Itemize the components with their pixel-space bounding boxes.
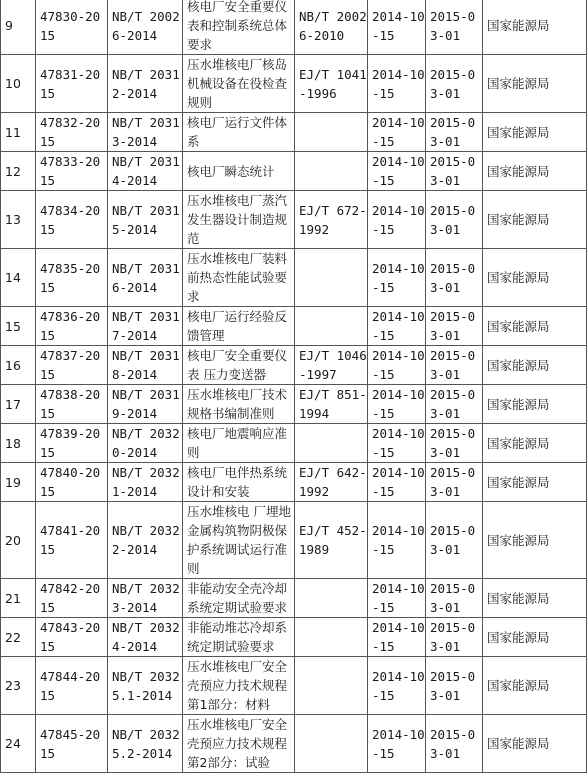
acceptance-number: 47842-2015: [36, 579, 108, 618]
acceptance-number: 47836-2015: [36, 307, 108, 346]
table-row: [1, 463, 587, 502]
issue-date: 2014-10-15: [368, 657, 426, 715]
issuing-authority: 国家能源局: [483, 657, 587, 715]
effective-date: 2015-03-01: [426, 113, 483, 152]
effective-date: 2015-03-01: [426, 502, 483, 579]
standard-number: NB/T 20316-2014: [108, 249, 183, 307]
table-row: [1, 346, 587, 385]
standard-name: 核电厂安全重要仪表 压力变送器: [183, 346, 295, 385]
replaced-standard: [295, 715, 368, 773]
standard-number: NB/T 20026-2014: [108, 0, 183, 55]
replaced-standard: EJ/T 1046-1997: [295, 346, 368, 385]
row-number: 12: [1, 152, 36, 191]
row-number: 20: [1, 502, 36, 579]
row-number: 23: [1, 657, 36, 715]
row-number: 17: [1, 385, 36, 424]
row-number: 16: [1, 346, 36, 385]
effective-date: 2015-03-01: [426, 0, 483, 55]
issuing-authority: 国家能源局: [483, 618, 587, 657]
table-row: [1, 152, 587, 191]
acceptance-number: 47833-2015: [36, 152, 108, 191]
effective-date: 2015-03-01: [426, 463, 483, 502]
table-body: [1, 0, 587, 773]
issue-date: 2014-10-15: [368, 55, 426, 113]
issue-date: 2014-10-15: [368, 346, 426, 385]
effective-date: 2015-03-01: [426, 657, 483, 715]
issuing-authority: 国家能源局: [483, 0, 587, 55]
replaced-standard: [295, 579, 368, 618]
issuing-authority: 国家能源局: [483, 346, 587, 385]
issuing-authority: 国家能源局: [483, 307, 587, 346]
issuing-authority: 国家能源局: [483, 463, 587, 502]
table-row: [1, 579, 587, 618]
acceptance-number: 47845-2015: [36, 715, 108, 773]
standard-number: NB/T 20318-2014: [108, 346, 183, 385]
issue-date: 2014-10-15: [368, 385, 426, 424]
table-row: [1, 55, 587, 113]
standard-name: 非能动安全壳冷却系统定期试验要求: [183, 579, 295, 618]
standard-name: 压水堆核电厂核岛机械设备在役检查规则: [183, 55, 295, 113]
acceptance-number: 47834-2015: [36, 191, 108, 249]
effective-date: 2015-03-01: [426, 307, 483, 346]
standard-number: NB/T 20322-2014: [108, 502, 183, 579]
row-number: 22: [1, 618, 36, 657]
standard-name: 核电厂安全重要仪表和控制系统总体要求: [183, 0, 295, 55]
table-row: [1, 113, 587, 152]
issuing-authority: 国家能源局: [483, 502, 587, 579]
standard-number: NB/T 20317-2014: [108, 307, 183, 346]
issuing-authority: 国家能源局: [483, 579, 587, 618]
issue-date: 2014-10-15: [368, 307, 426, 346]
acceptance-number: 47838-2015: [36, 385, 108, 424]
table-row: [1, 618, 587, 657]
replaced-standard: EJ/T 452-1989: [295, 502, 368, 579]
acceptance-number: 47843-2015: [36, 618, 108, 657]
row-number: 10: [1, 55, 36, 113]
issuing-authority: 国家能源局: [483, 385, 587, 424]
issuing-authority: 国家能源局: [483, 55, 587, 113]
standard-name: 压水堆核电厂蒸汽发生器设计制造规范: [183, 191, 295, 249]
standard-number: NB/T 20320-2014: [108, 424, 183, 463]
standard-name: 压水堆核电厂安全壳预应力技术规程第2部分：试验: [183, 715, 295, 773]
standard-name: 压水堆核电 厂埋地金属构筑物阴极保护系统调试运行准则: [183, 502, 295, 579]
table-row: [1, 502, 587, 579]
table-row: [1, 191, 587, 249]
acceptance-number: 47844-2015: [36, 657, 108, 715]
standard-number: NB/T 20325.1-2014: [108, 657, 183, 715]
issue-date: 2014-10-15: [368, 0, 426, 55]
table-row: [1, 385, 587, 424]
effective-date: 2015-03-01: [426, 424, 483, 463]
replaced-standard: NB/T 20026-2010: [295, 0, 368, 55]
standard-number: NB/T 20321-2014: [108, 463, 183, 502]
issue-date: 2014-10-15: [368, 579, 426, 618]
standard-number: NB/T 20324-2014: [108, 618, 183, 657]
issue-date: 2014-10-15: [368, 113, 426, 152]
replaced-standard: [295, 152, 368, 191]
issuing-authority: 国家能源局: [483, 249, 587, 307]
table-row: [1, 657, 587, 715]
issue-date: 2014-10-15: [368, 715, 426, 773]
standard-name: 核电厂电伴热系统设计和安装: [183, 463, 295, 502]
replaced-standard: EJ/T 1041-1996: [295, 55, 368, 113]
row-number: 11: [1, 113, 36, 152]
acceptance-number: 47830-2015: [36, 0, 108, 55]
table-row: [1, 249, 587, 307]
replaced-standard: [295, 113, 368, 152]
table-row: [1, 715, 587, 773]
standard-number: NB/T 20314-2014: [108, 152, 183, 191]
standard-name: 核电厂运行经验反馈管理: [183, 307, 295, 346]
replaced-standard: EJ/T 642-1992: [295, 463, 368, 502]
row-number: 21: [1, 579, 36, 618]
acceptance-number: 47840-2015: [36, 463, 108, 502]
standard-name: 压水堆核电厂安全壳预应力技术规程第1部分：材料: [183, 657, 295, 715]
effective-date: 2015-03-01: [426, 579, 483, 618]
issuing-authority: 国家能源局: [483, 113, 587, 152]
row-number: 15: [1, 307, 36, 346]
effective-date: 2015-03-01: [426, 249, 483, 307]
effective-date: 2015-03-01: [426, 385, 483, 424]
standard-name: 核电厂地震响应准则: [183, 424, 295, 463]
issue-date: 2014-10-15: [368, 249, 426, 307]
acceptance-number: 47837-2015: [36, 346, 108, 385]
issuing-authority: 国家能源局: [483, 152, 587, 191]
replaced-standard: [295, 424, 368, 463]
table-row: [1, 0, 587, 55]
row-number: 9: [1, 0, 36, 55]
effective-date: 2015-03-01: [426, 152, 483, 191]
row-number: 13: [1, 191, 36, 249]
acceptance-number: 47841-2015: [36, 502, 108, 579]
row-number: 19: [1, 463, 36, 502]
row-number: 24: [1, 715, 36, 773]
acceptance-number: 47831-2015: [36, 55, 108, 113]
effective-date: 2015-03-01: [426, 715, 483, 773]
standard-number: NB/T 20313-2014: [108, 113, 183, 152]
table-row: [1, 424, 587, 463]
replaced-standard: EJ/T 672-1992: [295, 191, 368, 249]
replaced-standard: [295, 307, 368, 346]
effective-date: 2015-03-01: [426, 346, 483, 385]
effective-date: 2015-03-01: [426, 191, 483, 249]
standard-number: NB/T 20325.2-2014: [108, 715, 183, 773]
issue-date: 2014-10-15: [368, 152, 426, 191]
acceptance-number: 47835-2015: [36, 249, 108, 307]
issue-date: 2014-10-15: [368, 463, 426, 502]
replaced-standard: [295, 657, 368, 715]
standard-name: 核电厂运行文件体系: [183, 113, 295, 152]
row-number: 14: [1, 249, 36, 307]
standard-number: NB/T 20323-2014: [108, 579, 183, 618]
acceptance-number: 47832-2015: [36, 113, 108, 152]
issue-date: 2014-10-15: [368, 502, 426, 579]
replaced-standard: EJ/T 851-1994: [295, 385, 368, 424]
standard-name: 核电厂瞬态统计: [183, 152, 295, 191]
issue-date: 2014-10-15: [368, 618, 426, 657]
effective-date: 2015-03-01: [426, 618, 483, 657]
acceptance-number: 47839-2015: [36, 424, 108, 463]
standard-number: NB/T 20319-2014: [108, 385, 183, 424]
replaced-standard: [295, 618, 368, 657]
issuing-authority: 国家能源局: [483, 424, 587, 463]
issue-date: 2014-10-15: [368, 191, 426, 249]
table-row: [1, 307, 587, 346]
standard-name: 压水堆核电厂技术规格书编制准则: [183, 385, 295, 424]
standard-number: NB/T 20312-2014: [108, 55, 183, 113]
effective-date: 2015-03-01: [426, 55, 483, 113]
standard-name: 非能动堆芯冷却系统定期试验要求: [183, 618, 295, 657]
standard-name: 压水堆核电厂装料前热态性能试验要求: [183, 249, 295, 307]
row-number: 18: [1, 424, 36, 463]
issue-date: 2014-10-15: [368, 424, 426, 463]
replaced-standard: [295, 249, 368, 307]
issuing-authority: 国家能源局: [483, 191, 587, 249]
standard-number: NB/T 20315-2014: [108, 191, 183, 249]
issuing-authority: 国家能源局: [483, 715, 587, 773]
